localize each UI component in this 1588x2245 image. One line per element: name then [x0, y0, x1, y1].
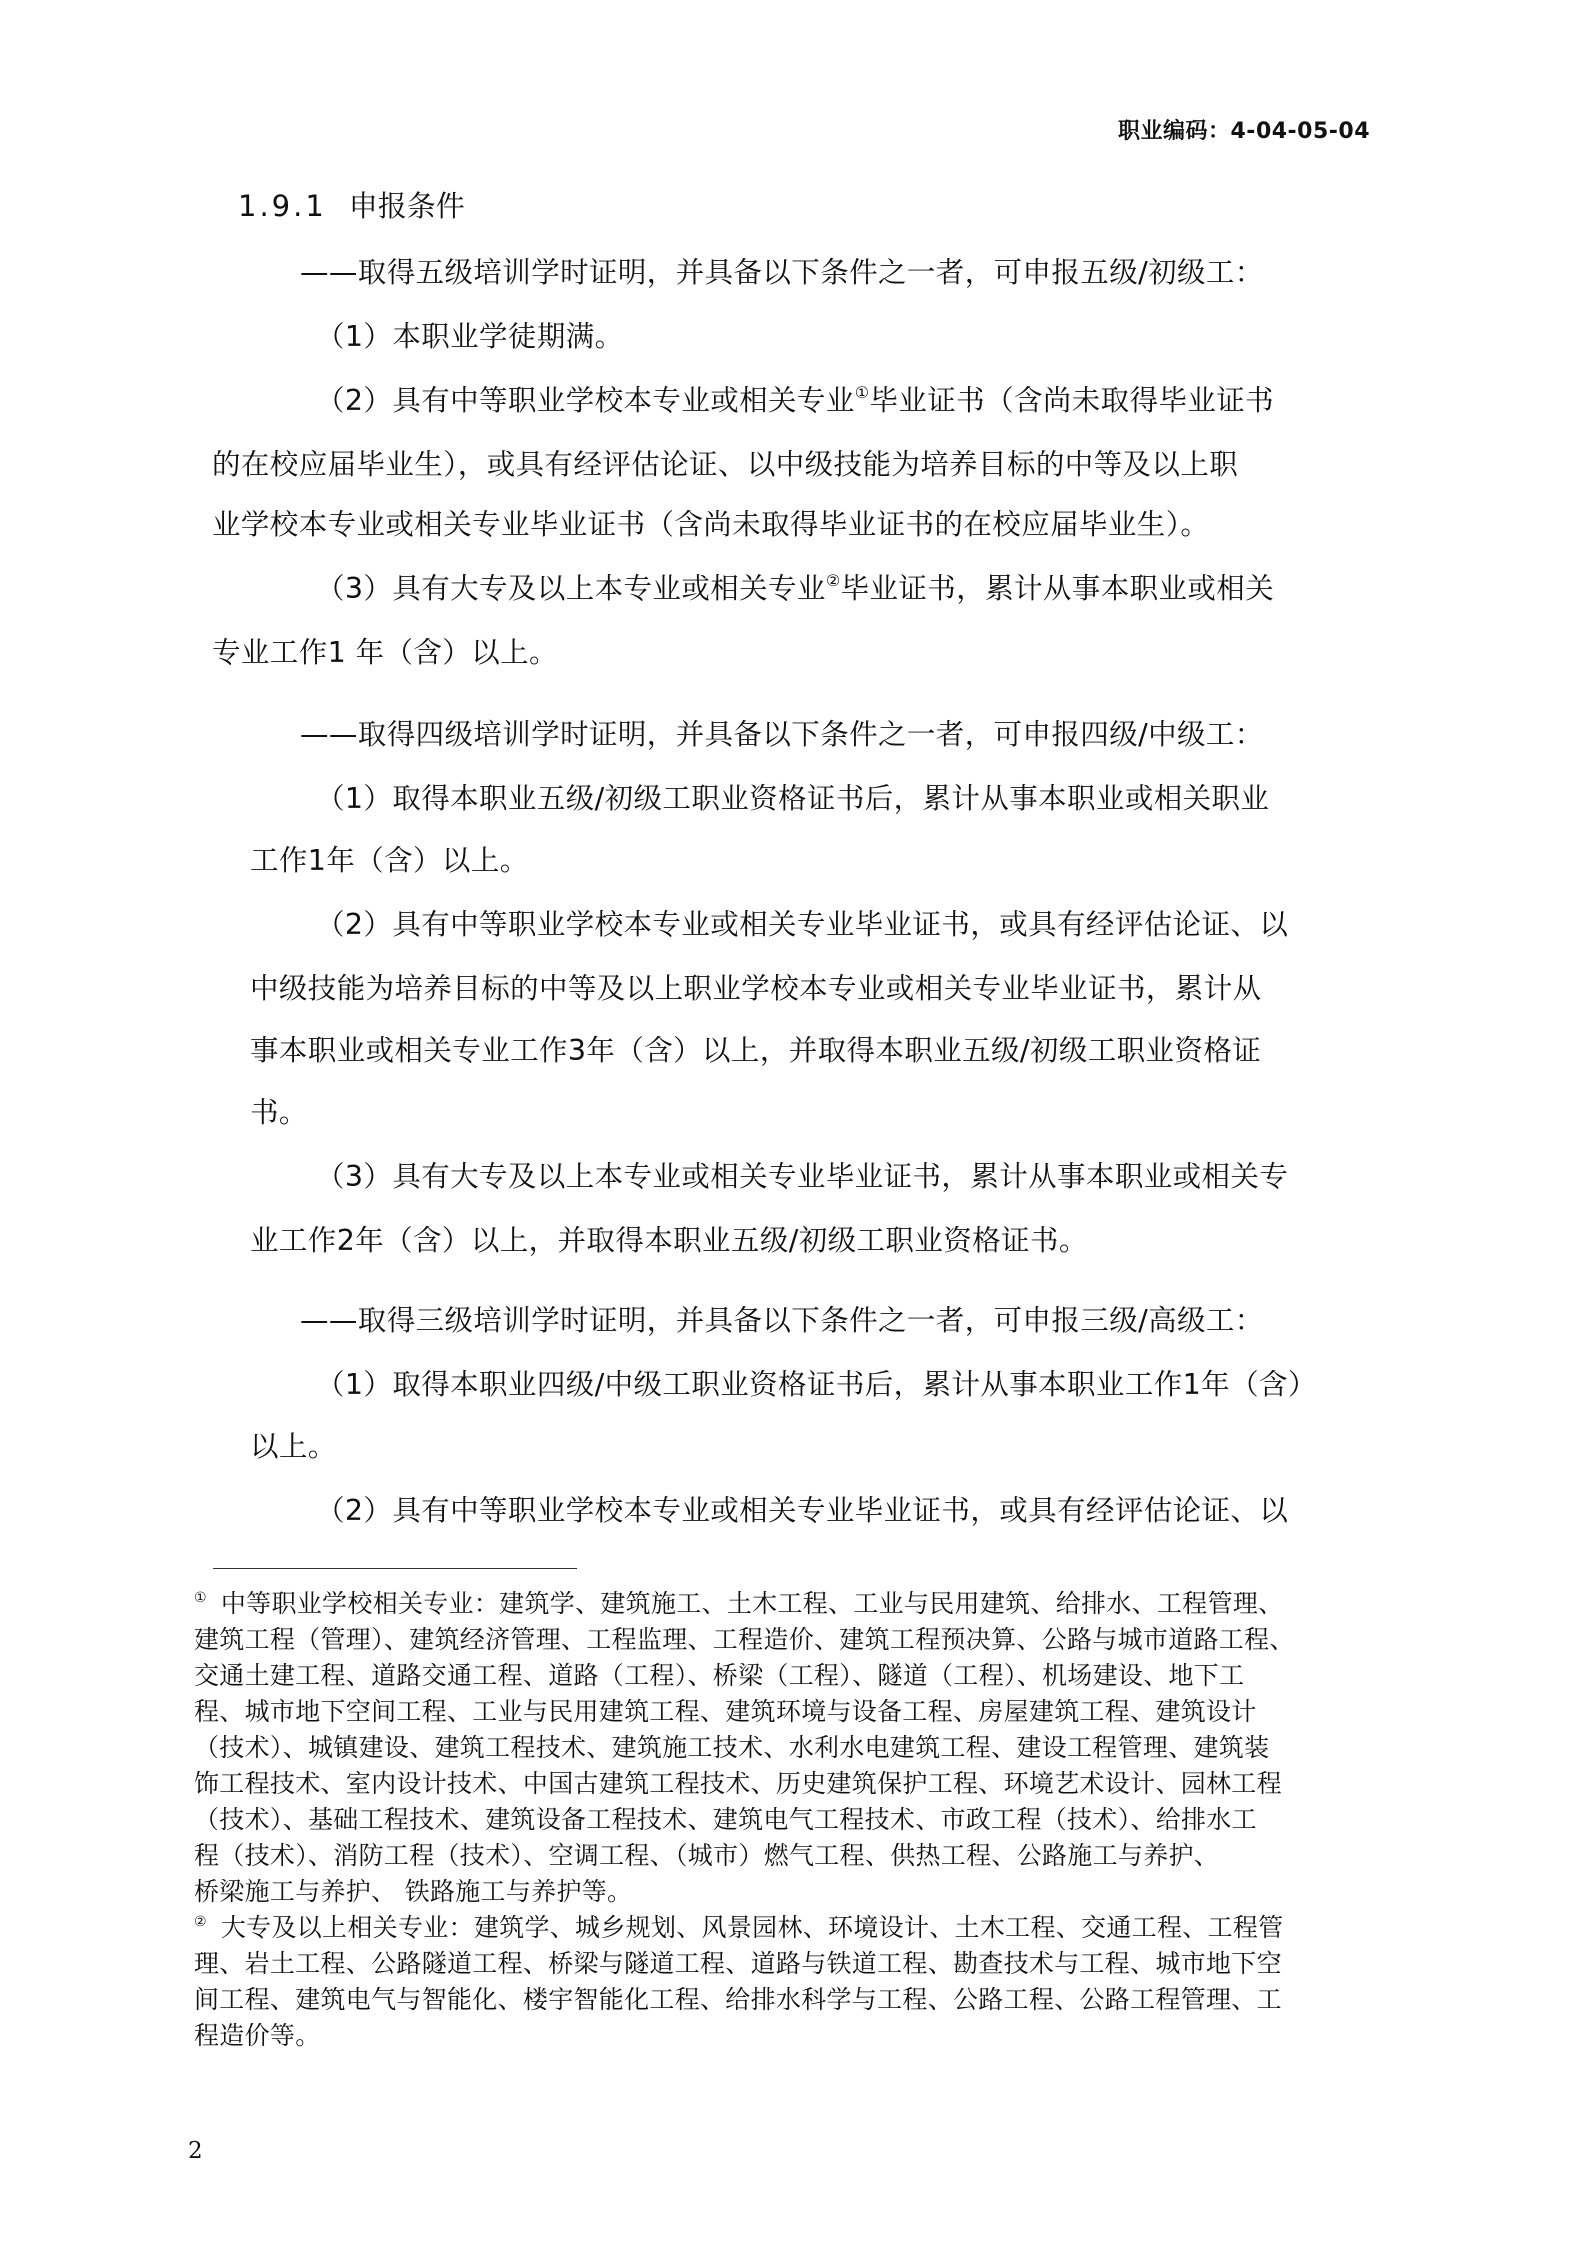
- footnote-1-line-8: 程（技术）、消防工程（技术）、空调工程、（城市）燃气工程、供热工程、公路施工与养护、: [194, 1841, 1220, 1870]
- level3-condition-1-line-2: 以上。: [250, 1430, 337, 1463]
- section-title: 申报条件: [348, 189, 465, 223]
- level4-condition-2-line-4: 书。: [250, 1096, 308, 1129]
- footnote-1-line-4: 程、城市地下空间工程、工业与民用建筑工程、建筑环境与设备工程、房屋建筑工程、建筑设计: [194, 1697, 1257, 1726]
- level4-condition-2-line-3: 事本职业或相关专业工作3年（含）以上，并取得本职业五级/初级工职业资格证: [250, 1034, 1262, 1067]
- level4-condition-1-line-2: 工作1年（含）以上。: [250, 844, 529, 877]
- footnote-1-line-1: ① 中等职业学校相关专业：建筑学、建筑施工、土木工程、工业与民用建筑、给排水、工程管理、: [194, 1589, 1284, 1618]
- level4-condition-3-line-1: （3）具有大专及以上本专业或相关专业毕业证书，累计从事本职业或相关专: [316, 1160, 1289, 1193]
- footnote-2-mark: ②: [194, 1914, 207, 1930]
- footnote-2-line-1: ② 大专及以上相关专业：建筑学、城乡规划、风景园林、环境设计、土木工程、交通工程、工程管: [194, 1913, 1284, 1942]
- occupation-code-header: 职业编码：4-04-05-04: [1118, 119, 1371, 144]
- level3-condition-1-line-1: （1）取得本职业四级/中级工职业资格证书后，累计从事本职业工作1年（含）: [316, 1368, 1317, 1401]
- footnote-1-line-7: （技术）、基础工程技术、建筑设备工程技术、建筑电气工程技术、市政工程（技术）、给排水工: [194, 1805, 1257, 1834]
- level3-condition-2-line-1: （2）具有中等职业学校本专业或相关专业毕业证书，或具有经评估论证、以: [316, 1494, 1289, 1527]
- footnote-2-line-3: 间工程、建筑电气与智能化、楼宇智能化工程、给排水科学与工程、公路工程、公路工程管理、工: [194, 1985, 1282, 2014]
- section-number: 1.9.1: [238, 189, 327, 223]
- footnote-1-line-9: 桥梁施工与养护、 铁路施工与养护等。: [194, 1877, 633, 1906]
- level5-condition-2-line-3: 业学校本专业或相关专业毕业证书（含尚未取得毕业证书的在校应届毕业生）。: [212, 508, 1210, 541]
- footnote-1-line-2: 建筑工程（管理）、建筑经济管理、工程监理、工程造价、建筑工程预决算、公路与城市道路工程、: [194, 1625, 1295, 1654]
- footnote-separator: [213, 1568, 577, 1569]
- footnote-1-line-5: （技术）、城镇建设、建筑工程技术、建筑施工技术、水利水电建筑工程、建设工程管理、建筑装: [194, 1733, 1270, 1762]
- level4-condition-1-line-1: （1）取得本职业五级/初级工职业资格证书后，累计从事本职业或相关职业: [316, 782, 1270, 815]
- page-number: 2: [188, 2138, 203, 2164]
- footnote-2-line-4: 程造价等。: [194, 2021, 321, 2050]
- footnote-2-line-2: 理、岩土工程、公路隧道工程、桥梁与隧道工程、道路与铁道工程、勘查技术与工程、城市地下空: [194, 1949, 1282, 1978]
- footnote-1-mark: ①: [194, 1590, 207, 1606]
- section-heading: [238, 184, 465, 225]
- level5-condition-2-line-1: （2）具有中等职业学校本专业或相关专业①毕业证书（含尚未取得毕业证书: [316, 383, 1275, 417]
- footnote-1-line-3: 交通土建工程、道路交通工程、道路（工程）、桥梁（工程）、隧道（工程）、机场建设、地下工: [194, 1661, 1245, 1690]
- level4-condition-3-line-2: 业工作2年（含）以上，并取得本职业五级/初级工职业资格证书。: [250, 1224, 1088, 1257]
- footnote-1-line-6: 饰工程技术、室内设计技术、中国古建筑工程技术、历史建筑保护工程、环境艺术设计、园林工程: [194, 1769, 1282, 1798]
- level5-condition-1: （1）本职业学徒期满。: [316, 320, 624, 353]
- footnote-ref-2[interactable]: ②: [825, 571, 841, 590]
- level3-intro: ——取得三级培训学时证明，并具备以下条件之一者，可申报三级/高级工：: [300, 1304, 1264, 1337]
- level4-condition-2-line-2: 中级技能为培养目标的中等及以上职业学校本专业或相关专业毕业证书，累计从: [250, 972, 1262, 1005]
- level4-condition-2-line-1: （2）具有中等职业学校本专业或相关专业毕业证书，或具有经评估论证、以: [316, 908, 1289, 941]
- level4-intro: ——取得四级培训学时证明，并具备以下条件之一者，可申报四级/中级工：: [300, 718, 1264, 751]
- level5-condition-3-line-1: （3）具有大专及以上本专业或相关专业②毕业证书，累计从事本职业或相关: [316, 571, 1275, 605]
- footnote-ref-1[interactable]: ①: [854, 383, 870, 402]
- level5-intro: ——取得五级培训学时证明，并具备以下条件之一者，可申报五级/初级工：: [300, 256, 1264, 289]
- level5-condition-2-line-2: 的在校应届毕业生），或具有经评估论证、以中级技能为培养目标的中等及以上职: [212, 448, 1239, 481]
- level5-condition-3-line-2: 专业工作1 年（含）以上。: [212, 636, 558, 669]
